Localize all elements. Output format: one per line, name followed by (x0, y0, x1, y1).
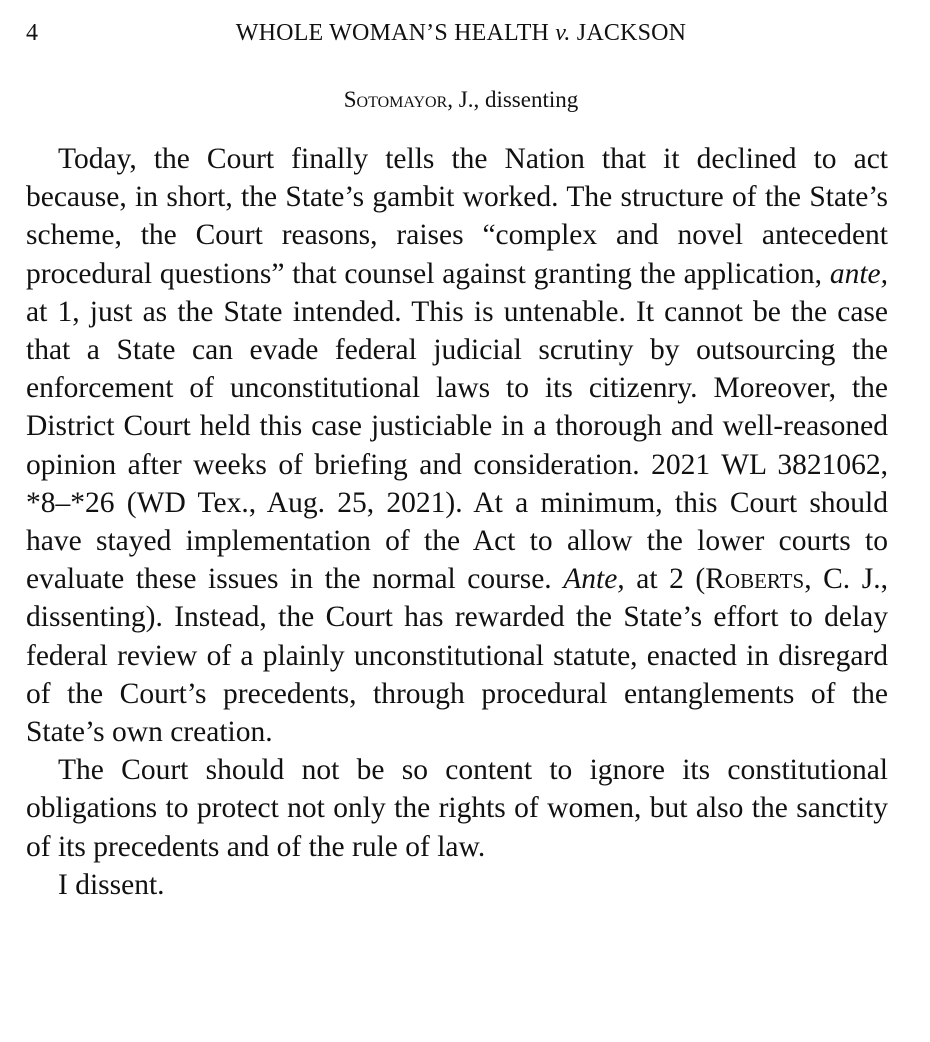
case-title (26, 16, 896, 50)
paragraph-1-text-c: at 2 ( (624, 563, 706, 596)
ante-citation-1: ante, (829, 257, 888, 290)
opinion-type: , J., dissenting (447, 87, 579, 112)
case-title-right: JACKSON (570, 20, 687, 46)
paragraph-3: I dissent. (58, 868, 165, 901)
page-number: 4 (26, 20, 38, 46)
opinion-author-line (26, 84, 896, 116)
paragraph-1-text-b: at 1, just as the State intended. This is untenable. It cannot be the case that a State can evade federal judicial scrutiny by outsourcing the enforcement of unconstitutional laws to its citizenry. Moreover, the District Court held this case justiciable in a thorough and well-reasoned opinion after weeks of briefing and consideration. 2021 WL 3821062, *8–*26 (WD Tex., Aug. 25, 2021). At a minimum, this Court should have stayed implementation of the Act to allow the lower courts to evaluate these issues in the normal course. (26, 295, 888, 596)
opinion-body (26, 140, 888, 904)
case-title-versus: v. (555, 20, 571, 46)
running-header (26, 16, 896, 50)
justice-name: Sotomayor (343, 87, 448, 112)
paragraph-2: The Court should not be so content to ignore its constitutional obligations to protect not only the rights of women, but also the sanctity of its precedents and of the rule of law. (26, 754, 888, 863)
paragraph-1 (26, 140, 888, 751)
paragraph-1-text-a: Today, the Court finally tells the Nation that it declined to act because, in short, the State’s gambit worked. The structure of the State’s scheme, the Court reasons, raises “complex and novel antecedent procedural questions” that counsel against granting the application, (26, 143, 888, 290)
ante-citation-2: Ante, (563, 563, 625, 596)
chief-justice-name: Roberts (705, 563, 805, 596)
case-title-left: WHOLE WOMAN’S HEALTH (235, 20, 556, 46)
paragraph-1-text-d: , C. J., dissenting). Instead, the Court has rewarded the State’s effort to delay federal review of a plainly unconstitutional statute, enacted in disregard of the Court’s precedents, through procedural entanglements of the State’s own creation. (26, 563, 888, 749)
